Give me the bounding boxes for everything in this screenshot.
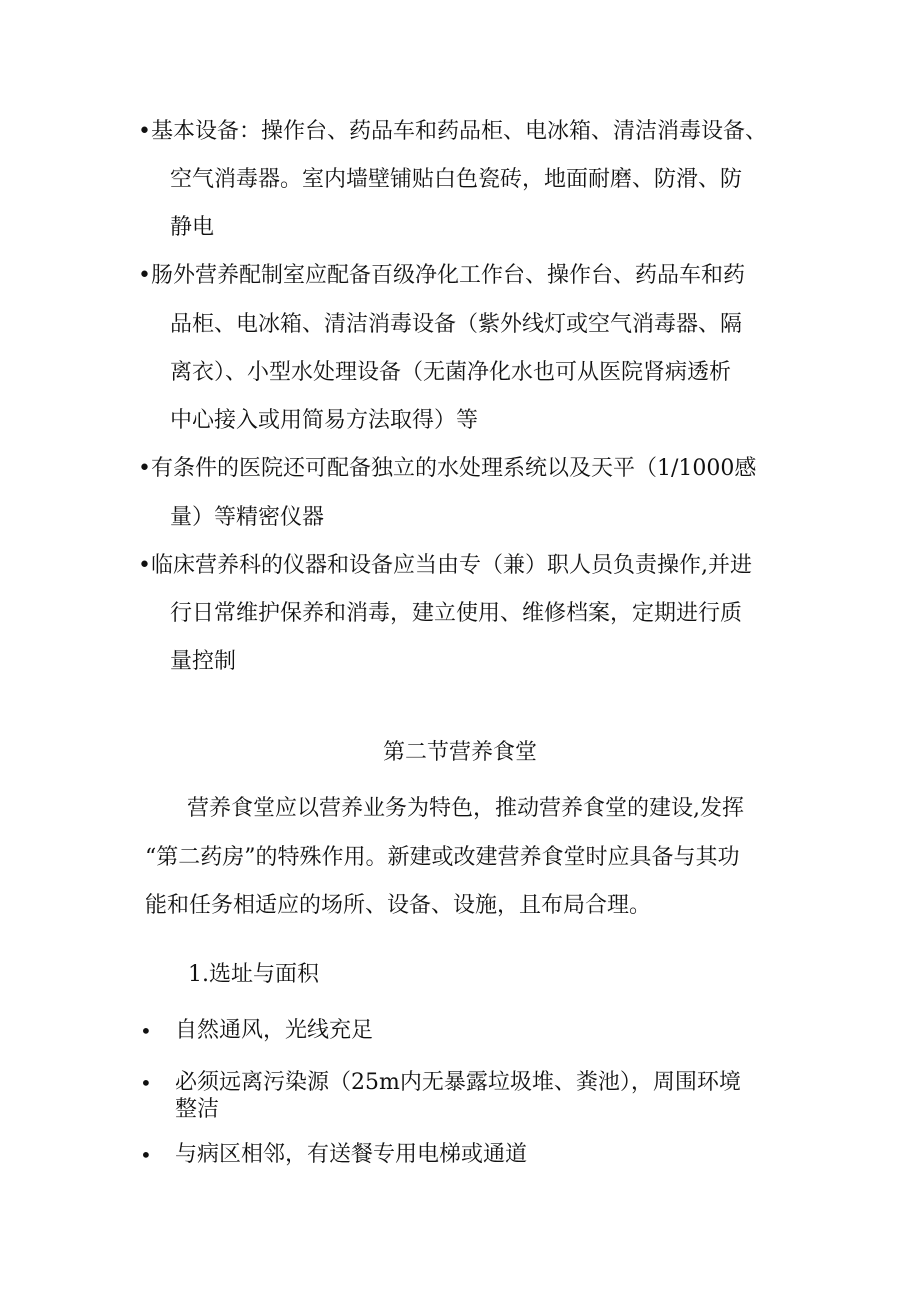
- subheading-site-area: 1.选址与面积: [188, 962, 319, 987]
- site-bullet-1-marker: •: [140, 1019, 152, 1043]
- bullet-4-line-3: 量控制: [170, 649, 237, 674]
- bullet-1-line-2: 空气消毒器。室内墙壁铺贴白色瓷砖，地面耐磨、防滑、防: [170, 167, 743, 192]
- site-item-2-line-1: 必须远离污染源（25m内无暴露垃圾堆、粪池），周围环境: [175, 1070, 741, 1095]
- bullet-3-line-1: •有条件的医院还可配备独立的水处理系统以及天平（1/1000感: [138, 456, 757, 481]
- bullet-3-line-2: 量）等精密仪器: [170, 505, 325, 530]
- bullet-2-line-4: 中心接入或用简易方法取得）等: [170, 408, 479, 433]
- site-bullet-3-marker: •: [140, 1143, 152, 1167]
- bullet-2-line-1: •肠外营养配制室应配备百级净化工作台、操作台、药品车和药: [138, 263, 745, 288]
- section-title: 第二节营养食堂: [382, 740, 537, 765]
- intro-line-3: 能和任务相适应的场所、设备、设施，且布局合理。: [145, 893, 652, 918]
- bullet-1-line-1: •基本设备：操作台、药品车和药品柜、电冰箱、清洁消毒设备、: [138, 119, 767, 144]
- bullet-2-line-3: 离衣）、小型水处理设备（无菌净化水也可从医院肾病透析: [170, 360, 732, 385]
- bullet-4-line-2: 行日常维护保养和消毒，建立使用、维修档案，定期进行质: [170, 601, 743, 626]
- intro-line-1: 营养食堂应以营养业务为特色，推动营养食堂的建设,发挥: [187, 796, 744, 821]
- bullet-1-line-3: 静电: [170, 215, 215, 240]
- site-item-2-line-2: 整洁: [175, 1097, 220, 1122]
- site-bullet-2-marker: •: [140, 1071, 152, 1095]
- intro-line-2: “第二药房”的特殊作用。新建或改建营养食堂时应具备与其功: [145, 845, 740, 870]
- bullet-2-line-2: 品柜、电冰箱、清洁消毒设备（紫外线灯或空气消毒器、隔: [170, 312, 743, 337]
- bullet-4-line-1: •临床营养科的仪器和设备应当由专（兼）职人员负责操作,并进: [138, 553, 752, 578]
- site-item-3-line-1: 与病区相邻，有送餐专用电梯或通道: [175, 1142, 528, 1167]
- site-item-1-line-1: 自然通风，光线充足: [175, 1018, 374, 1043]
